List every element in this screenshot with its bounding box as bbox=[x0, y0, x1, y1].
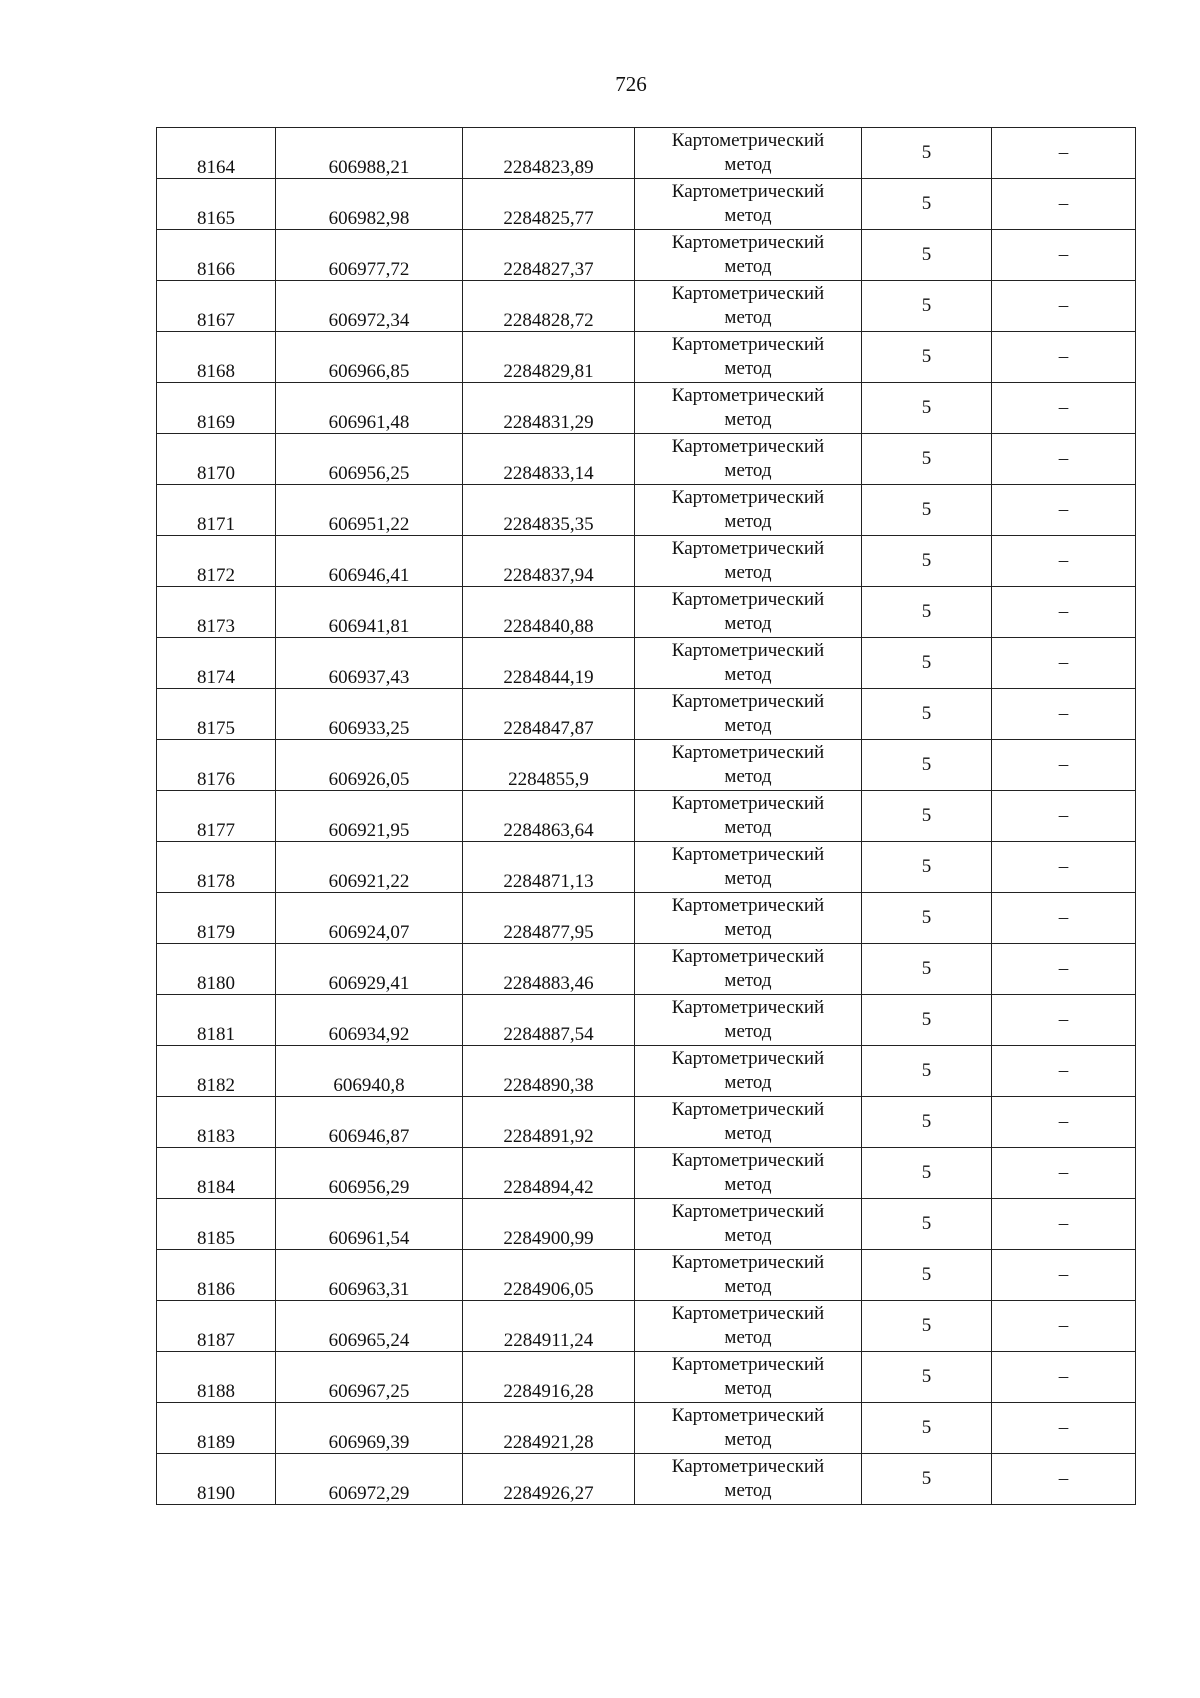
method-line: Картометрический bbox=[671, 946, 825, 967]
method-cell bbox=[635, 128, 862, 179]
y-coordinate-cell: 2284871,13 bbox=[463, 842, 635, 893]
note-cell: – bbox=[992, 281, 1136, 332]
accuracy-cell: 5 bbox=[862, 893, 992, 944]
point-number-cell: 8185 bbox=[157, 1199, 276, 1250]
y-coordinate-cell: 2284831,29 bbox=[463, 383, 635, 434]
note-cell: – bbox=[992, 740, 1136, 791]
table-row bbox=[157, 791, 1136, 842]
y-coordinate-cell: 2284829,81 bbox=[463, 332, 635, 383]
x-coordinate-cell: 606969,39 bbox=[276, 1403, 463, 1454]
y-coordinate-cell: 2284863,64 bbox=[463, 791, 635, 842]
method-cell bbox=[635, 179, 862, 230]
method-cell bbox=[635, 536, 862, 587]
point-number-cell: 8168 bbox=[157, 332, 276, 383]
y-coordinate-cell: 2284926,27 bbox=[463, 1454, 635, 1505]
accuracy-cell: 5 bbox=[862, 281, 992, 332]
method-line: Картометрический bbox=[671, 895, 825, 916]
table-row bbox=[157, 893, 1136, 944]
table-row bbox=[157, 230, 1136, 281]
x-coordinate-cell: 606961,48 bbox=[276, 383, 463, 434]
method-line: метод bbox=[724, 613, 772, 634]
method-line: метод bbox=[724, 409, 772, 430]
table-row bbox=[157, 587, 1136, 638]
x-coordinate-cell: 606972,34 bbox=[276, 281, 463, 332]
point-number-cell: 8178 bbox=[157, 842, 276, 893]
point-number-cell: 8175 bbox=[157, 689, 276, 740]
point-number-cell: 8167 bbox=[157, 281, 276, 332]
table-row bbox=[157, 1046, 1136, 1097]
method-line: метод bbox=[724, 1174, 772, 1195]
method-line: метод bbox=[724, 1327, 772, 1348]
method-line: Картометрический bbox=[671, 742, 825, 763]
y-coordinate-cell: 2284911,24 bbox=[463, 1301, 635, 1352]
accuracy-cell: 5 bbox=[862, 842, 992, 893]
point-number-cell: 8179 bbox=[157, 893, 276, 944]
y-coordinate-cell: 2284900,99 bbox=[463, 1199, 635, 1250]
method-line: метод bbox=[724, 307, 772, 328]
method-line: метод bbox=[724, 919, 772, 940]
method-line: Картометрический bbox=[671, 232, 825, 253]
method-line: метод bbox=[724, 868, 772, 889]
point-number-cell: 8184 bbox=[157, 1148, 276, 1199]
method-line: Картометрический bbox=[671, 538, 825, 559]
method-line: Картометрический bbox=[671, 181, 825, 202]
table-row bbox=[157, 1301, 1136, 1352]
method-line: Картометрический bbox=[671, 1405, 825, 1426]
method-cell bbox=[635, 893, 862, 944]
note-cell: – bbox=[992, 536, 1136, 587]
point-number-cell: 8176 bbox=[157, 740, 276, 791]
accuracy-cell: 5 bbox=[862, 587, 992, 638]
note-cell: – bbox=[992, 434, 1136, 485]
method-cell bbox=[635, 740, 862, 791]
table-row bbox=[157, 281, 1136, 332]
accuracy-cell: 5 bbox=[862, 1301, 992, 1352]
method-cell bbox=[635, 944, 862, 995]
point-number-cell: 8189 bbox=[157, 1403, 276, 1454]
table-row bbox=[157, 638, 1136, 689]
note-cell: – bbox=[992, 1097, 1136, 1148]
x-coordinate-cell: 606946,41 bbox=[276, 536, 463, 587]
accuracy-cell: 5 bbox=[862, 1199, 992, 1250]
x-coordinate-cell: 606937,43 bbox=[276, 638, 463, 689]
method-line: Картометрический bbox=[671, 436, 825, 457]
coordinates-table bbox=[156, 127, 1136, 1505]
method-cell bbox=[635, 434, 862, 485]
point-number-cell: 8170 bbox=[157, 434, 276, 485]
x-coordinate-cell: 606951,22 bbox=[276, 485, 463, 536]
method-line: Картометрический bbox=[671, 1303, 825, 1324]
x-coordinate-cell: 606982,98 bbox=[276, 179, 463, 230]
y-coordinate-cell: 2284835,35 bbox=[463, 485, 635, 536]
x-coordinate-cell: 606988,21 bbox=[276, 128, 463, 179]
method-line: Картометрический bbox=[671, 1252, 825, 1273]
note-cell: – bbox=[992, 1352, 1136, 1403]
accuracy-cell: 5 bbox=[862, 179, 992, 230]
accuracy-cell: 5 bbox=[862, 434, 992, 485]
x-coordinate-cell: 606972,29 bbox=[276, 1454, 463, 1505]
note-cell: – bbox=[992, 791, 1136, 842]
table-row bbox=[157, 689, 1136, 740]
method-line: метод bbox=[724, 1480, 772, 1501]
method-line: метод bbox=[724, 256, 772, 277]
note-cell: – bbox=[992, 1046, 1136, 1097]
note-cell: – bbox=[992, 842, 1136, 893]
method-cell bbox=[635, 638, 862, 689]
point-number-cell: 8173 bbox=[157, 587, 276, 638]
accuracy-cell: 5 bbox=[862, 383, 992, 434]
accuracy-cell: 5 bbox=[862, 740, 992, 791]
x-coordinate-cell: 606977,72 bbox=[276, 230, 463, 281]
method-cell bbox=[635, 281, 862, 332]
method-line: метод bbox=[724, 766, 772, 787]
note-cell: – bbox=[992, 1250, 1136, 1301]
method-line: Картометрический bbox=[671, 589, 825, 610]
point-number-cell: 8187 bbox=[157, 1301, 276, 1352]
table-row bbox=[157, 1352, 1136, 1403]
method-line: Картометрический bbox=[671, 385, 825, 406]
x-coordinate-cell: 606933,25 bbox=[276, 689, 463, 740]
point-number-cell: 8171 bbox=[157, 485, 276, 536]
method-cell bbox=[635, 587, 862, 638]
note-cell: – bbox=[992, 230, 1136, 281]
note-cell: – bbox=[992, 587, 1136, 638]
x-coordinate-cell: 606934,92 bbox=[276, 995, 463, 1046]
table-row bbox=[157, 536, 1136, 587]
x-coordinate-cell: 606926,05 bbox=[276, 740, 463, 791]
accuracy-cell: 5 bbox=[862, 332, 992, 383]
accuracy-cell: 5 bbox=[862, 230, 992, 281]
point-number-cell: 8190 bbox=[157, 1454, 276, 1505]
table-row bbox=[157, 944, 1136, 995]
table-row bbox=[157, 842, 1136, 893]
method-line: Картометрический bbox=[671, 844, 825, 865]
x-coordinate-cell: 606966,85 bbox=[276, 332, 463, 383]
x-coordinate-cell: 606961,54 bbox=[276, 1199, 463, 1250]
point-number-cell: 8172 bbox=[157, 536, 276, 587]
method-line: метод bbox=[724, 460, 772, 481]
table-row bbox=[157, 1454, 1136, 1505]
table-row bbox=[157, 128, 1136, 179]
accuracy-cell: 5 bbox=[862, 485, 992, 536]
point-number-cell: 8188 bbox=[157, 1352, 276, 1403]
y-coordinate-cell: 2284844,19 bbox=[463, 638, 635, 689]
note-cell: – bbox=[992, 995, 1136, 1046]
method-cell bbox=[635, 485, 862, 536]
method-cell bbox=[635, 1454, 862, 1505]
point-number-cell: 8169 bbox=[157, 383, 276, 434]
note-cell: – bbox=[992, 128, 1136, 179]
point-number-cell: 8183 bbox=[157, 1097, 276, 1148]
method-cell bbox=[635, 1199, 862, 1250]
accuracy-cell: 5 bbox=[862, 1046, 992, 1097]
table-row bbox=[157, 179, 1136, 230]
table-row bbox=[157, 434, 1136, 485]
method-cell bbox=[635, 332, 862, 383]
accuracy-cell: 5 bbox=[862, 944, 992, 995]
method-line: метод bbox=[724, 154, 772, 175]
table-row bbox=[157, 1199, 1136, 1250]
table-row bbox=[157, 1250, 1136, 1301]
y-coordinate-cell: 2284906,05 bbox=[463, 1250, 635, 1301]
accuracy-cell: 5 bbox=[862, 995, 992, 1046]
point-number-cell: 8165 bbox=[157, 179, 276, 230]
note-cell: – bbox=[992, 1148, 1136, 1199]
method-line: метод bbox=[724, 358, 772, 379]
x-coordinate-cell: 606929,41 bbox=[276, 944, 463, 995]
point-number-cell: 8177 bbox=[157, 791, 276, 842]
y-coordinate-cell: 2284883,46 bbox=[463, 944, 635, 995]
x-coordinate-cell: 606956,25 bbox=[276, 434, 463, 485]
accuracy-cell: 5 bbox=[862, 791, 992, 842]
accuracy-cell: 5 bbox=[862, 1097, 992, 1148]
table-row bbox=[157, 740, 1136, 791]
note-cell: – bbox=[992, 1301, 1136, 1352]
method-line: Картометрический bbox=[671, 1099, 825, 1120]
method-cell bbox=[635, 230, 862, 281]
method-line: Картометрический bbox=[671, 691, 825, 712]
method-cell bbox=[635, 842, 862, 893]
method-cell bbox=[635, 995, 862, 1046]
note-cell: – bbox=[992, 893, 1136, 944]
method-line: метод bbox=[724, 1276, 772, 1297]
accuracy-cell: 5 bbox=[862, 1250, 992, 1301]
method-cell bbox=[635, 1403, 862, 1454]
method-line: Картометрический bbox=[671, 1150, 825, 1171]
accuracy-cell: 5 bbox=[862, 1352, 992, 1403]
y-coordinate-cell: 2284837,94 bbox=[463, 536, 635, 587]
method-cell bbox=[635, 1250, 862, 1301]
point-number-cell: 8166 bbox=[157, 230, 276, 281]
y-coordinate-cell: 2284891,92 bbox=[463, 1097, 635, 1148]
y-coordinate-cell: 2284921,28 bbox=[463, 1403, 635, 1454]
y-coordinate-cell: 2284827,37 bbox=[463, 230, 635, 281]
y-coordinate-cell: 2284825,77 bbox=[463, 179, 635, 230]
table-row bbox=[157, 332, 1136, 383]
method-line: метод bbox=[724, 562, 772, 583]
method-cell bbox=[635, 1046, 862, 1097]
note-cell: – bbox=[992, 1454, 1136, 1505]
accuracy-cell: 5 bbox=[862, 128, 992, 179]
method-line: Картометрический bbox=[671, 1456, 825, 1477]
point-number-cell: 8181 bbox=[157, 995, 276, 1046]
x-coordinate-cell: 606967,25 bbox=[276, 1352, 463, 1403]
method-line: метод bbox=[724, 715, 772, 736]
method-line: Картометрический bbox=[671, 1354, 825, 1375]
x-coordinate-cell: 606963,31 bbox=[276, 1250, 463, 1301]
accuracy-cell: 5 bbox=[862, 536, 992, 587]
method-cell bbox=[635, 791, 862, 842]
coordinates-table-body bbox=[157, 128, 1136, 1505]
method-line: Картометрический bbox=[671, 487, 825, 508]
accuracy-cell: 5 bbox=[862, 1403, 992, 1454]
y-coordinate-cell: 2284916,28 bbox=[463, 1352, 635, 1403]
method-line: метод bbox=[724, 817, 772, 838]
x-coordinate-cell: 606921,22 bbox=[276, 842, 463, 893]
method-line: метод bbox=[724, 1429, 772, 1450]
method-line: метод bbox=[724, 1123, 772, 1144]
method-cell bbox=[635, 689, 862, 740]
method-line: метод bbox=[724, 664, 772, 685]
table-row bbox=[157, 1097, 1136, 1148]
table-row bbox=[157, 995, 1136, 1046]
method-line: метод bbox=[724, 970, 772, 991]
method-line: Картометрический bbox=[671, 334, 825, 355]
method-line: Картометрический bbox=[671, 283, 825, 304]
point-number-cell: 8182 bbox=[157, 1046, 276, 1097]
x-coordinate-cell: 606924,07 bbox=[276, 893, 463, 944]
y-coordinate-cell: 2284847,87 bbox=[463, 689, 635, 740]
y-coordinate-cell: 2284877,95 bbox=[463, 893, 635, 944]
table-row bbox=[157, 485, 1136, 536]
note-cell: – bbox=[992, 1403, 1136, 1454]
accuracy-cell: 5 bbox=[862, 1148, 992, 1199]
y-coordinate-cell: 2284823,89 bbox=[463, 128, 635, 179]
accuracy-cell: 5 bbox=[862, 638, 992, 689]
method-line: метод bbox=[724, 1072, 772, 1093]
note-cell: – bbox=[992, 944, 1136, 995]
method-cell bbox=[635, 383, 862, 434]
method-line: Картометрический bbox=[671, 1201, 825, 1222]
x-coordinate-cell: 606941,81 bbox=[276, 587, 463, 638]
y-coordinate-cell: 2284840,88 bbox=[463, 587, 635, 638]
accuracy-cell: 5 bbox=[862, 1454, 992, 1505]
method-line: метод bbox=[724, 1021, 772, 1042]
note-cell: – bbox=[992, 689, 1136, 740]
note-cell: – bbox=[992, 332, 1136, 383]
method-line: метод bbox=[724, 205, 772, 226]
method-cell bbox=[635, 1148, 862, 1199]
point-number-cell: 8164 bbox=[157, 128, 276, 179]
accuracy-cell: 5 bbox=[862, 689, 992, 740]
x-coordinate-cell: 606956,29 bbox=[276, 1148, 463, 1199]
method-line: Картометрический bbox=[671, 640, 825, 661]
table-row bbox=[157, 1148, 1136, 1199]
point-number-cell: 8174 bbox=[157, 638, 276, 689]
method-line: Картометрический bbox=[671, 130, 825, 151]
method-line: метод bbox=[724, 511, 772, 532]
note-cell: – bbox=[992, 383, 1136, 434]
method-cell bbox=[635, 1301, 862, 1352]
method-line: метод bbox=[724, 1378, 772, 1399]
table-row bbox=[157, 1403, 1136, 1454]
method-line: Картометрический bbox=[671, 1048, 825, 1069]
method-line: Картометрический bbox=[671, 793, 825, 814]
note-cell: – bbox=[992, 1199, 1136, 1250]
method-line: Картометрический bbox=[671, 997, 825, 1018]
y-coordinate-cell: 2284828,72 bbox=[463, 281, 635, 332]
note-cell: – bbox=[992, 179, 1136, 230]
table-row bbox=[157, 383, 1136, 434]
y-coordinate-cell: 2284887,54 bbox=[463, 995, 635, 1046]
y-coordinate-cell: 2284894,42 bbox=[463, 1148, 635, 1199]
page-number: 726 bbox=[615, 72, 647, 96]
x-coordinate-cell: 606965,24 bbox=[276, 1301, 463, 1352]
method-cell bbox=[635, 1097, 862, 1148]
point-number-cell: 8186 bbox=[157, 1250, 276, 1301]
y-coordinate-cell: 2284833,14 bbox=[463, 434, 635, 485]
method-line: метод bbox=[724, 1225, 772, 1246]
note-cell: – bbox=[992, 485, 1136, 536]
point-number-cell: 8180 bbox=[157, 944, 276, 995]
x-coordinate-cell: 606946,87 bbox=[276, 1097, 463, 1148]
note-cell: – bbox=[992, 638, 1136, 689]
x-coordinate-cell: 606940,8 bbox=[276, 1046, 463, 1097]
y-coordinate-cell: 2284855,9 bbox=[463, 740, 635, 791]
y-coordinate-cell: 2284890,38 bbox=[463, 1046, 635, 1097]
x-coordinate-cell: 606921,95 bbox=[276, 791, 463, 842]
method-cell bbox=[635, 1352, 862, 1403]
